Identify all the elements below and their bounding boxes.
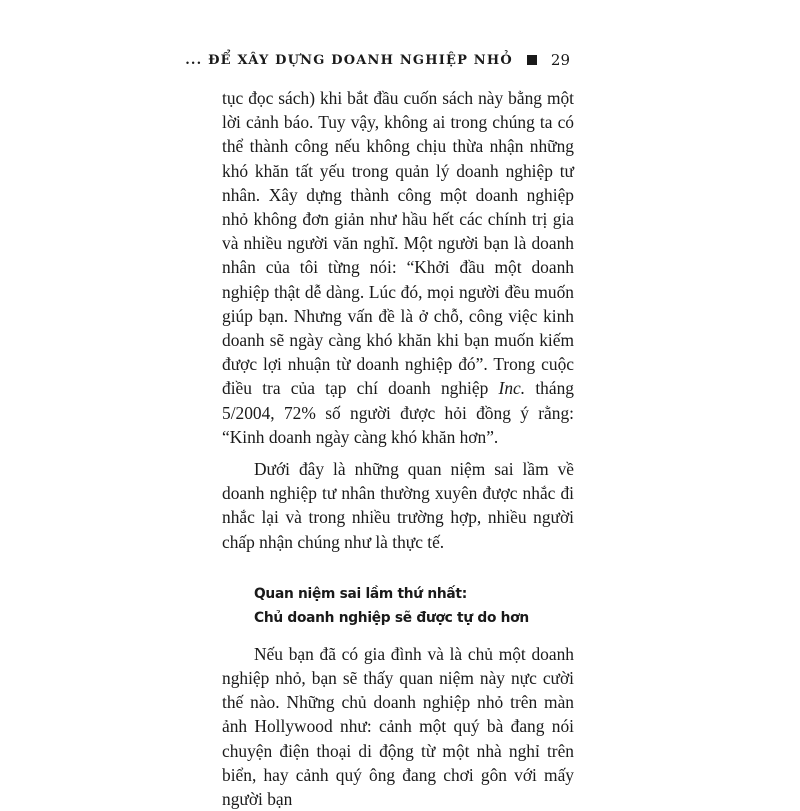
paragraph-1-text: tục đọc sách) khi bắt đầu cuốn sách này bằng một lời cảnh báo. Tuy vậy, không ai trong chúng ta có thể thành công nếu không chịu thừa nhận những khó khăn tất yếu trong quản lý doanh nghiệp tư nhân. Xây dựng thành công một doanh nghiệp nhỏ không đơn giản như hầu hết các chính trị gia và nhiều người văn nghĩ. Một người bạn là doanh nhân của tôi từng nói: “Khởi đầu một doanh nghiệp thật dễ dàng. Lúc đó, mọi người đều muốn giúp bạn. Nhưng vấn đề là ở chỗ, công việc kinh doanh sẽ ngày càng khó khăn khi bạn muốn kiếm được lợi nhuận từ doanh nghiệp đó”. Trong cuộc điều tra của tạp chí doanh nghiệp bbox=[222, 88, 574, 399]
page-number: 29 bbox=[550, 51, 570, 69]
paragraph-1-text-end: tháng 5/2004, 72% số người được hỏi đồng ý rằng: “Kinh doanh ngày càng khó khăn hơn”. bbox=[222, 378, 574, 447]
square-icon bbox=[527, 55, 537, 65]
paragraph-2: Dưới đây là những quan niệm sai lầm về doanh nghiệp tư nhân thường xuyên được nhắc đi nhắc lại và trong nhiều trường hợp, nhiều người chấp nhận chúng như là thực tế. bbox=[222, 459, 574, 552]
running-head bbox=[185, 50, 570, 70]
magazine-name: Inc. bbox=[498, 378, 526, 399]
running-title: ... ĐỂ XÂY DỰNG DOANH NGHIỆP NHỎ bbox=[185, 52, 513, 68]
section-heading-line-1: Quan niệm sai lầm thứ nhất: bbox=[254, 585, 467, 602]
page-body bbox=[222, 86, 574, 811]
paragraph-3: Nếu bạn đã có gia đình và là chủ một doanh nghiệp nhỏ, bạn sẽ thấy quan niệm này nực cười thế nào. Những chủ doanh nghiệp nhỏ trên màn ảnh Hollywood như: cảnh một quý bà đang nói chuyện điện thoại di động từ một nhà nghỉ trên biển, hay cảnh quý ông đang chơi gôn với mấy người bạn bbox=[222, 643, 574, 810]
section-heading-line-2: Chủ doanh nghiệp sẽ được tự do hơn bbox=[254, 609, 529, 626]
section-heading bbox=[254, 582, 558, 630]
paragraph-1 bbox=[222, 86, 574, 449]
